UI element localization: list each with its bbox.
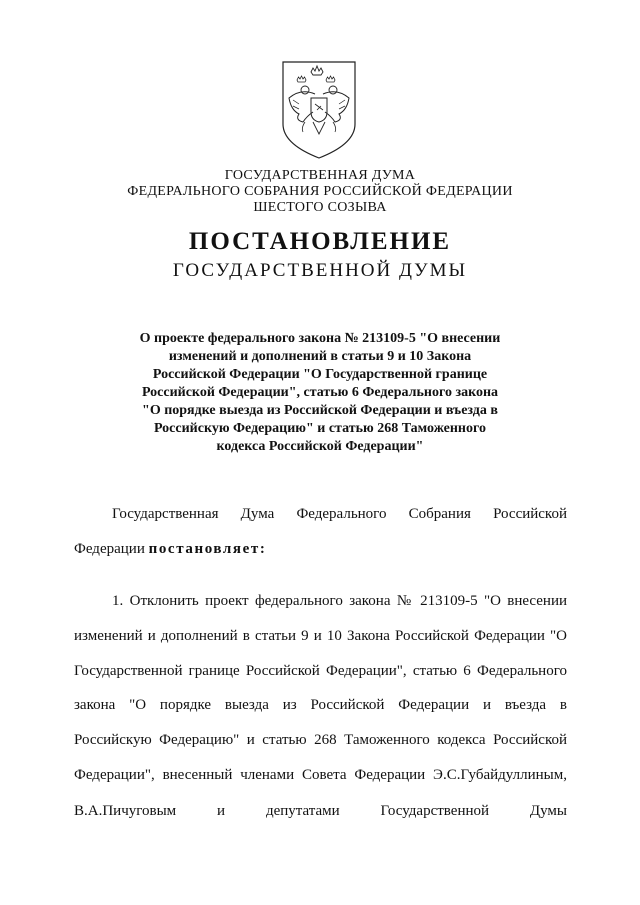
document-title: ПОСТАНОВЛЕНИЕ [188,228,452,255]
header-line-3: ШЕСТОГО СОЗЫВА [253,200,387,215]
document-subtitle: ГОСУДАРСТВЕННОЙ ДУМЫ [172,260,468,281]
header-line-1: ГОСУДАРСТВЕННАЯ ДУМА [224,168,416,183]
paragraph-line: Федерации", внесенный членами Совета Федерации Э.С.Губайдуллиным, [74,767,567,783]
subject-line: О проекте федерального закона № 213109-5 "О внесении [139,331,501,346]
word: В.А.Пичуговым [74,803,177,819]
decree-verb: постановляет: [148,541,267,557]
header-line-2: ФЕДЕРАЛЬНОГО СОБРАНИЯ РОССИЙСКОЙ ФЕДЕРАЦИИ [127,184,513,199]
word: и [217,803,226,819]
paragraph-line: изменений и дополнений в статьи 9 и 10 Закона Российской Федерации "О [74,628,567,644]
subject-line: изменений и дополнений в статьи 9 и 10 Закона [168,349,472,364]
coat-of-arms-icon [281,60,357,160]
paragraph-line: 1. Отклонить проект федерального закона № 213109-5 "О внесении [112,593,567,609]
subject-line: кодекса Российской Федерации" [216,439,424,454]
subject-line: Российской Федерации", статью 6 Федерального закона [141,385,499,400]
paragraph-line: закона "О порядке выезда из Российской Федерации и въезда в [74,697,567,713]
preamble-prefix: Федерации [74,541,149,557]
paragraph-line: Российскую Федерацию" и статью 268 Таможенного кодекса Российской [74,732,567,748]
preamble-line-1: Государственная Дума Федерального Собрания Российской [112,506,567,522]
subject-line: Российскую Федерацию" и статью 268 Таможенного [153,421,487,436]
word: Думы [529,803,567,819]
word: депутатами [265,803,340,819]
subject-line: Российской Федерации "О Государственной границе [152,367,488,382]
paragraph-line-last [74,803,567,820]
subject-line: "О порядке выезда из Российской Федерации и въезда в [142,403,498,418]
word: Государственной [380,803,490,819]
paragraph-line: Государственной границе Российской Федерации", статью 6 Федерального [74,663,567,679]
preamble-line-2 [74,541,567,558]
